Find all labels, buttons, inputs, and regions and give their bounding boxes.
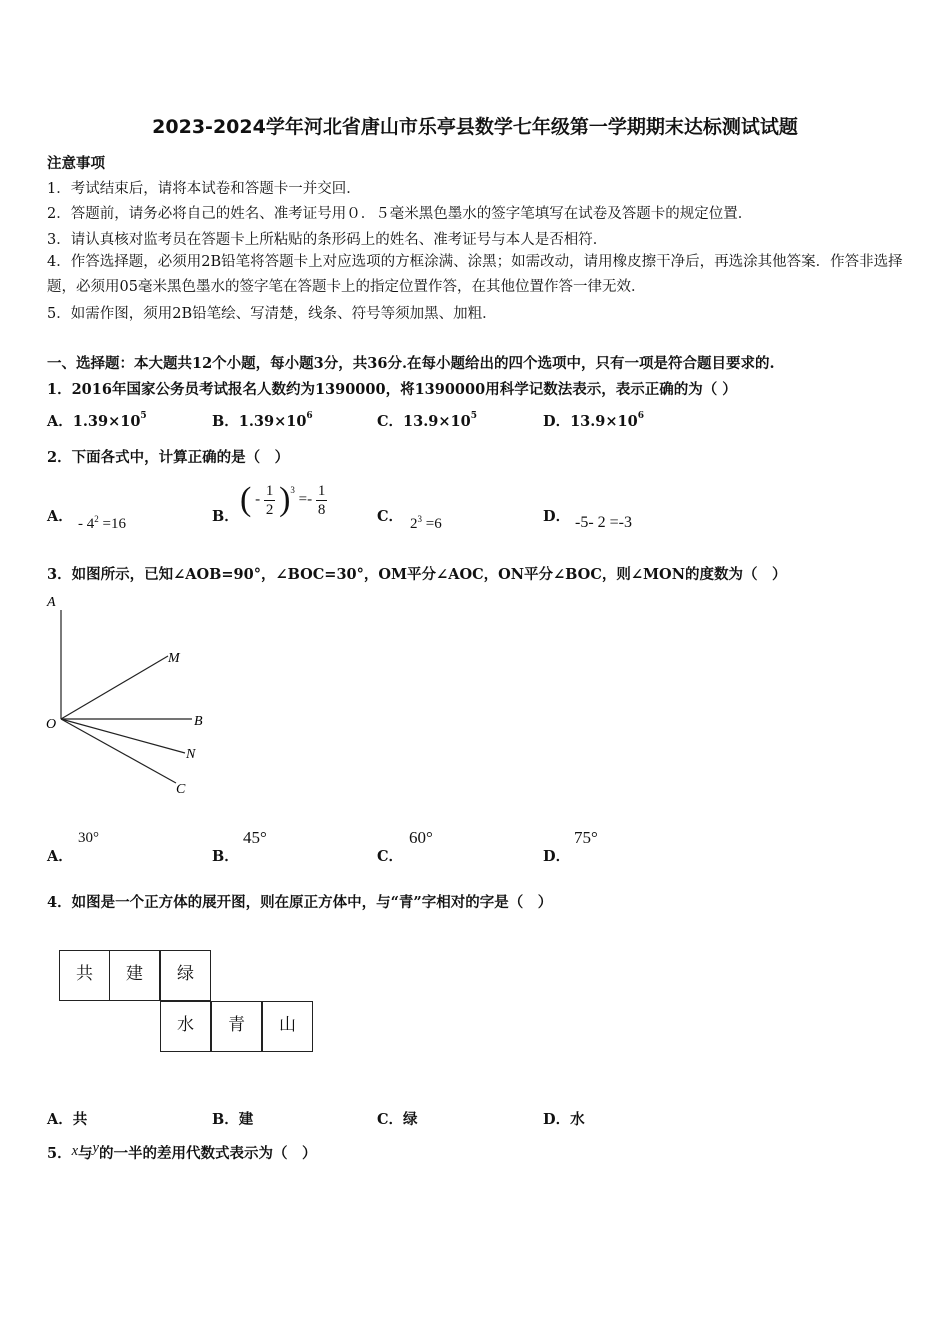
notice-item: 4．作答选择题，必须用2B铅笔将答题卡上对应选项的方框涂满、涂黑；如需改动，请用橡皮擦干净后，再选涂其他答案．作答非选择题，必须用05毫米黑色墨水的签字笔在答题卡上的指定位置作答，在其他位置作答一律无效． [47, 254, 903, 295]
question-1-option-b[interactable] [212, 410, 313, 431]
question-2-option-b[interactable] [212, 505, 239, 526]
option-value: 1.39×10 [72, 413, 141, 430]
question-1-option-d[interactable] [543, 410, 644, 431]
question-2-expr-d: -5- 2 =-3 [575, 514, 633, 531]
option-exponent: 6 [637, 411, 644, 422]
option-value: 绿 [403, 1111, 418, 1128]
label-o: O [46, 717, 57, 732]
option-label: A． [47, 508, 73, 525]
option-label: D． [543, 848, 571, 865]
option-label: B． [212, 413, 239, 430]
question-3-option-d[interactable] [543, 845, 570, 866]
option-label: B． [212, 1111, 239, 1128]
notice-heading: 注意事项 [47, 155, 105, 172]
question-2-option-c[interactable] [377, 505, 403, 526]
option-exponent: 5 [140, 411, 147, 422]
net-cell: 建 [109, 950, 160, 1001]
option-value: 13.9×10 [403, 413, 471, 430]
question-2-expr-a: - $4^2 =16$ [78, 514, 126, 532]
notice-item: 1．考试结束后，请将本试卷和答题卡一并交回． [47, 181, 361, 197]
question-2-expr-c: $2^3 =6$ [410, 514, 442, 532]
option-label: D． [543, 1111, 571, 1128]
option-label: D． [543, 413, 571, 430]
notice-item: 2．答题前，请务必将自己的姓名、准考证号用０．５毫米黑色墨水的签字笔填写在试卷及答题卡的规定位置． [47, 206, 753, 222]
label-b: B [194, 714, 203, 729]
question-1-option-a[interactable] [47, 410, 147, 431]
question-3-option-b[interactable] [212, 845, 239, 866]
question-4-option-c[interactable] [377, 1108, 418, 1129]
question-4-option-a[interactable] [47, 1108, 87, 1129]
question-2-stem: 2．下面各式中，计算正确的是（ ） [47, 449, 290, 466]
option-value: 水 [570, 1111, 585, 1128]
question-1-stem: 1．2016年国家公务员考试报名人数约为1390000，将1390000用科学记数法表示，表示正确的为（ ） [47, 381, 737, 398]
notice-item: 3．请认真核对监考员在答题卡上所粘贴的条形码上的姓名、准考证号与本人是否相符． [47, 232, 608, 248]
net-cell: 水 [160, 1001, 211, 1052]
question-4-stem: 4．如图是一个正方体的展开图，则在原正方体中，与“青”字相对的字是（ ） [47, 894, 553, 911]
question-4-option-b[interactable] [212, 1108, 253, 1129]
angle-figure [40, 590, 220, 805]
question-4-option-d[interactable] [543, 1108, 585, 1129]
ray-oc [61, 719, 176, 783]
option-label: B． [212, 508, 239, 525]
net-cell: 绿 [160, 950, 211, 1001]
net-cell: 共 [59, 950, 110, 1001]
ray-om [61, 656, 168, 719]
question-3-stem: 3．如图所示，已知∠AOB=90°，∠BOC=30°，OM平分∠AOC，ON平分∠BOC，则∠MON的度数为（ ） [47, 566, 787, 583]
section-heading: 一、选择题：本大题共12个小题，每小题3分，共36分.在每小题给出的四个选项中，只有一项是符合题目要求的. [47, 355, 775, 372]
option-label: C． [377, 848, 404, 865]
option-label: B． [212, 848, 239, 865]
option-label: A． [47, 848, 73, 865]
option-label: A． [47, 413, 73, 430]
question-3-option-a[interactable] [47, 845, 73, 866]
notice-item: 5．如需作图，须用2B铅笔绘、写清楚，线条、符号等须加黑、加粗． [47, 306, 497, 322]
option-label: C． [377, 413, 404, 430]
option-value: 共 [72, 1111, 88, 1128]
question-3-value-d: 75° [574, 828, 598, 847]
label-c: C [176, 782, 186, 797]
option-label: C． [377, 1111, 404, 1128]
question-2-expr-b: ( - $\frac{1}{2}$ )$^3$ =- $\frac{1}{8}$ [240, 481, 326, 518]
label-n: N [186, 747, 196, 762]
option-label: D． [543, 508, 571, 525]
question-2-option-a[interactable] [47, 505, 73, 526]
question-5-stem: 5．x与y的一半的差用代数式表示为（ ） [47, 1140, 317, 1162]
net-cell: 青 [211, 1001, 262, 1052]
question-1-option-c[interactable] [377, 410, 477, 431]
question-3-option-c[interactable] [377, 845, 403, 866]
option-value: 建 [238, 1111, 254, 1128]
option-exponent: 5 [470, 411, 477, 422]
label-m: M [168, 651, 180, 666]
label-a: A [47, 595, 56, 610]
option-exponent: 6 [306, 411, 313, 422]
page-title: 2023-2024学年河北省唐山市乐亭县数学七年级第一学期期末达标测试试题 [152, 116, 798, 138]
ray-on [61, 719, 185, 753]
option-value: 1.39×10 [238, 413, 307, 430]
net-cell: 山 [262, 1001, 313, 1052]
question-3-value-a: 30° [78, 830, 99, 846]
question-3-value-c: 60° [409, 828, 433, 847]
option-value: 13.9×10 [570, 413, 638, 430]
option-label: C． [377, 508, 404, 525]
question-3-value-b: 45° [243, 828, 267, 847]
question-2-option-d[interactable] [543, 505, 570, 526]
option-label: A． [47, 1111, 73, 1128]
